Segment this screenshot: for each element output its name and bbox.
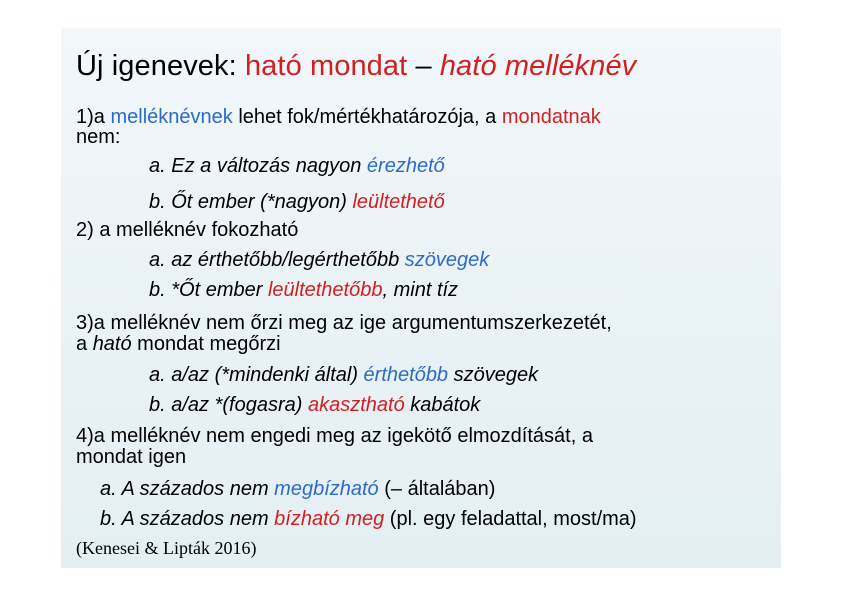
example-highlight: bízható meg: [274, 508, 385, 530]
example-text: b. a/az *(fogasra): [149, 394, 308, 416]
point2-head: 2) a melléknév fokozható: [76, 219, 299, 241]
example-end: kabátok: [404, 394, 481, 416]
example-highlight: érezhető: [366, 155, 445, 177]
example-text: b. *Őt ember: [149, 279, 268, 301]
point3-line2-b: mondat megőrzi: [131, 333, 281, 355]
point3-line2: [76, 333, 281, 355]
point4-line1: 4)a melléknév nem engedi meg az igekötő elmozdítását, a: [76, 425, 593, 447]
point3-example-a: [149, 364, 538, 386]
example-text: b. A százados nem: [100, 508, 275, 530]
title-dash: –: [407, 50, 440, 82]
point3-line1: 3)a melléknév nem őrzi meg az ige argumentumszerkezetét,: [76, 312, 612, 334]
title-term-a: ható mondat: [244, 50, 408, 82]
point1-example-a: [149, 155, 445, 177]
point2-example-b: [149, 279, 458, 301]
point3-example-b: [149, 394, 480, 416]
example-end: , mint tíz: [382, 279, 459, 301]
example-highlight: érthetőbb: [363, 364, 449, 386]
citation: (Kenesei & Lipták 2016): [76, 538, 257, 558]
point1-adj: melléknévnek: [110, 106, 233, 128]
example-end: szövegek: [448, 364, 539, 386]
point1-mid: lehet fok/mértékhatározója, a: [232, 106, 502, 128]
example-highlight: megbízható: [274, 478, 379, 500]
example-highlight: szövegek: [404, 249, 490, 271]
slide-title: [76, 50, 636, 83]
point3-line2-a: a: [76, 333, 93, 355]
example-highlight: akasztható: [307, 394, 405, 416]
title-prefix: Új igenevek:: [76, 50, 245, 82]
point1-example-b: [149, 191, 445, 213]
point1-line1: [76, 106, 601, 128]
point4-line2: mondat igen: [76, 446, 187, 468]
example-text: a. Ez a változás nagyon: [149, 155, 367, 177]
point2-example-a: [149, 249, 489, 271]
point1-line2: nem:: [76, 126, 121, 148]
example-text: a. A százados nem: [100, 478, 275, 500]
slide: [61, 28, 781, 568]
point4-example-a: [100, 478, 495, 500]
example-end: (pl. egy feladattal, most/ma): [384, 508, 637, 530]
point1-number: 1)a: [76, 106, 111, 128]
example-text: a. az érthetőbb/legérthetőbb: [149, 249, 405, 271]
point4-example-b: [100, 508, 637, 530]
example-text: a. a/az (*mindenki által): [149, 364, 364, 386]
example-highlight: leültethetőbb: [267, 279, 383, 301]
example-text: b. Őt ember (*nagyon): [149, 191, 353, 213]
title-term-b: ható melléknév: [439, 50, 637, 82]
point3-line2-italic: ható: [92, 333, 132, 355]
example-highlight: leültethető: [352, 191, 445, 213]
point1-sent: mondatnak: [501, 106, 601, 128]
example-end: (– általában): [378, 478, 496, 500]
